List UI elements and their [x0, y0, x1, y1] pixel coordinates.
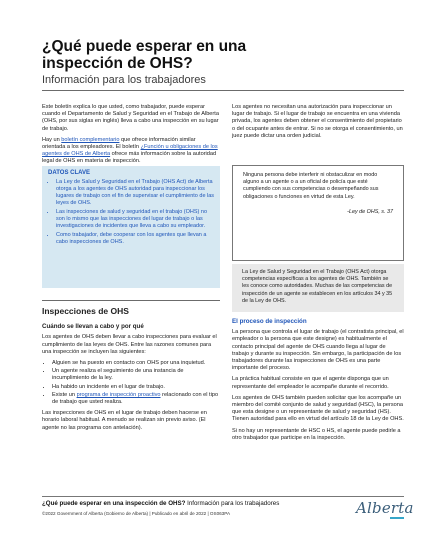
header: [42, 38, 402, 86]
reason-item: • Ha habido un incidente en el lugar de trabajo.: [52, 384, 222, 391]
key-facts-list: [48, 179, 216, 246]
quote-reference: -Ley de OHS, s. 37: [347, 208, 393, 215]
companion-bulletin-link[interactable]: boletín complementario: [61, 136, 120, 143]
process-heading: El proceso de inspección: [232, 318, 307, 325]
key-facts-box: [42, 166, 220, 288]
page-subtitle: Información para los trabajadores: [42, 74, 206, 86]
footer-copyright: ©2022 Government of Alberta (Gobierno de Alberta) | Publicado en abril de 2022 | OS063PA: [42, 511, 231, 516]
inspections-subheading: Cuándo se llevan a cabo y por qué: [42, 323, 144, 331]
reason-item: • Un agente realiza el seguimiento de una instancia de incumplimiento de la ley.: [52, 368, 222, 382]
key-fact-item: • Las inspecciones de salud y seguridad en el trabajo (OHS) no son lo mismo que las inspecciones del lugar de trabajo o las investigaciones de incidentes que lleva a cabo su empleador.: [56, 209, 216, 230]
header-divider: [42, 90, 404, 91]
process-paragraph-4: Si no hay un representante de HSC o HS, el agente puede pedirle a otro trabajador que participe en la inspección.: [232, 427, 401, 441]
process-paragraph-3: Los agentes de OHS también pueden solicitar que los acompañe un miembro del comité conjunto de salud y seguridad (HSC), la persona que esta designe o un representante de salud y seguridad (HS). Tienen autoridad para ello en virtud del artículo 18 de la Ley de OHS.: [232, 394, 404, 423]
officer-role-link[interactable]: ¿Función u obligaciones de los agentes de OHS de Alberta: [42, 144, 218, 158]
intro-section: [42, 104, 220, 170]
footer-divider: [42, 496, 404, 497]
law-quote-box: [232, 165, 404, 261]
inspections-paragraph-2: Las inspecciones de OHS en el lugar de trabajo deben hacerse en horario laboral habitual. A menudo se realizan sin previo aviso. (El agente no las programa con antelación).: [42, 410, 207, 431]
proactive-program-link[interactable]: programa de inspección proactivo: [76, 391, 161, 398]
process-paragraph-1: La persona que controla el lugar de trabajo (el contratista principal, el empleador o la persona que este designe) es habitualmente el contacto principal del agente de OHS cuando llega al lugar de trabajo y durante su inspección. Sin embargo, la participación de los trabajadores durante las inspecciones de OHS es una parte importante del proceso.: [232, 329, 404, 372]
inspections-section: [42, 308, 222, 436]
ohs-act-note: La Ley de Salud y Seguridad en el Trabajo (OHS Act) otorga competencias específicas a los agentes de OHS. También se les conoce como autoridades. Muchas de las competencias de inspección de un agente se establecen en los artículos 34 y 35 de la Ley de OHS.: [232, 264, 404, 312]
process-paragraph-2: La práctica habitual consiste en que el agente disponga que un representante del empleador le acompañe durante el recorrido.: [232, 376, 389, 390]
alberta-logo-underline: [390, 517, 404, 519]
page-title: [42, 38, 402, 72]
quote-text: Ninguna persona debe interferir ni obstaculizar en modo alguno a un agente o a un oficial de policía que esté cumpliendo con sus competencias o desempeñando sus obligaciones o funciones en virtud de esta Ley.: [243, 172, 379, 200]
reasons-list: [42, 360, 222, 406]
inspections-heading: Inspecciones de OHS: [42, 306, 129, 316]
key-fact-item: • La Ley de Salud y Seguridad en el Trabajo (OHS Act) de Alberta otorga a los agentes de OHS autoridad para inspeccionar los lugares de trabajo con el fin de supervisar el cumplimiento de las leyes de OHS.: [56, 179, 216, 207]
inspections-paragraph-1: Los agentes de OHS deben llevar a cabo inspecciones para evaluar el cumplimiento de las leyes de OHS. Entre las razones comunes para una inspección se incluyen las siguientes:: [42, 334, 217, 355]
intro-paragraph-1: Este boletín explica lo que usted, como trabajador, puede esperar cuando el Departamento de Salud y Seguridad en el Trabajo de Alberta (OHS, por sus siglas en inglés) lleva a cabo una inspección en su lugar de trabajo.: [42, 104, 219, 132]
title-line-2: inspección de OHS?: [42, 55, 193, 72]
authorization-paragraph: Los agentes no necesitan una autorización para inspeccionar un lugar de trabajo. Si el lugar de trabajo se encuentra en una vivienda privada, los agentes deben obtener el consentimiento del propietario o del ocupante antes de entrar. Si no se otorga el consentimiento, un juez puede dictar una orden judicial.: [232, 104, 403, 139]
alberta-logo: Alberta: [356, 499, 414, 517]
reason-item: • Alguien se ha puesto en contacto con OHS por una inquietud.: [52, 360, 222, 367]
key-facts-label: DATOS CLAVE: [48, 170, 91, 176]
footer-title: ¿Qué puede esperar en una inspección de OHS? Información para los trabajadores: [42, 500, 280, 507]
section-divider: [42, 300, 220, 301]
key-fact-item: • Como trabajador, debe cooperar con los agentes que llevan a cabo inspecciones de OHS.: [56, 232, 216, 246]
process-section: [232, 318, 404, 446]
reason-item: • Existe un programa de inspección proactivo relacionado con el tipo de trabajo que usted realiza.: [52, 392, 222, 406]
intro-paragraph-2: Hay un boletín complementario que ofrece información similar orientada a los empleadores. El boletín ¿Función u obligaciones de los agentes de OHS de Alberta ofrece más información sobre la autoridad legal de OHS en materia de inspección.: [42, 136, 218, 165]
title-line-1: ¿Qué puede esperar en una: [42, 38, 247, 55]
